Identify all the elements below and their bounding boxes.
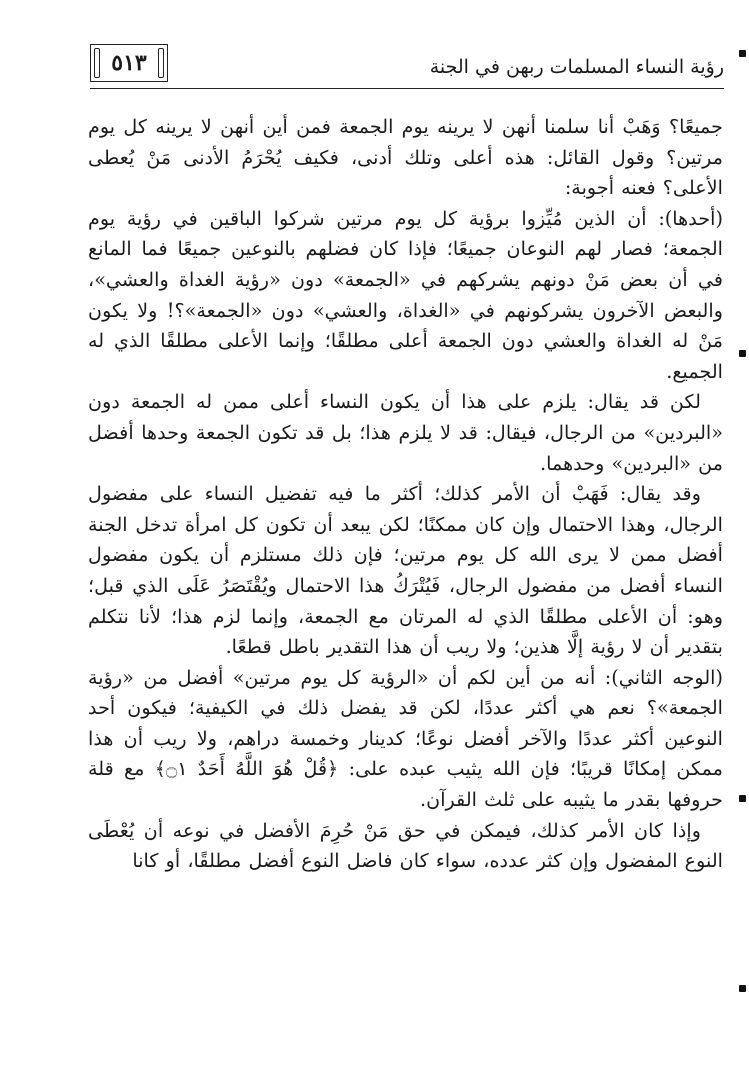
running-title: رؤية النساء المسلمات ربهن في الجنة [429, 56, 724, 78]
margin-mark [739, 985, 746, 992]
margin-mark [739, 350, 746, 357]
page-body [88, 112, 723, 877]
header-rule [90, 88, 724, 89]
paragraph: جميعًا؟ وَهَبْ أنا سلمنا أنهن لا يرينه يوم الجمعة فمن أين أنهن لا يرينه كل يوم مرتين؟ وقول القائل: هذه أعلى وتلك أدنى، فكيف يُحْرَمُ الأدنى مَنْ يُعطى الأعلى؟ فعنه أجوبة: [88, 115, 723, 200]
margin-mark [739, 50, 746, 57]
margin-mark [739, 795, 746, 802]
paragraph: وقد يقال: فَهَبْ أن الأمر كذلك؛ أكثر ما فيه تفضيل النساء على مفضول الرجال، وهذا الاحتمال وإن كان ممكنًا؛ لكن يبعد أن تكون كل امرأة تدخل الجنة أفضل ممن لا يرى الله كل يوم مرتين؛ فإن ذلك مستلزم أن يكون مفضول النساء أفضل من مفضول الرجال، فَيُتْرَكُ هذا الاحتمال ويُقْتَصَرُ عَلَى الذي قبل؛ وهو: أن الأعلى مطلقًا الذي له المرتان مع الجمعة، وإنما لزم هذا؛ لأنا نتكلم بتقدير أن لا رؤية إلَّا هذين؛ ولا ريب أن هذا التقدير باطل قطعًا. [88, 482, 723, 659]
page-header [90, 44, 724, 94]
paragraph: (أحدها): أن الذين مُيِّزوا برؤية كل يوم مرتين شركوا الباقين في رؤية يوم الجمعة؛ فصار لهم النوعان جميعًا؛ فإذا كان فضلهم بالنوعين جميعًا فما المانع في أن بعض مَنْ دونهم يشركهم في «الجمعة» دون «رؤية الغداة والعشي»، والبعض الآخرون يشركونهم في «الغداة، والعشي» دون «الجمعة»؟! ولا يكون مَنْ له الغداة والعشي دون الجمعة أعلى مطلقًا؛ وإنما الأعلى مطلقًا الذي له الجميع. [88, 206, 723, 383]
paragraph: (الوجه الثاني): أنه من أين لكم أن «الرؤية كل يوم مرتين» أفضل من «رؤية الجمعة»؟ نعم هي أكثر عددًا، لكن قد يفضل ذلك في الكيفية؛ فيكون أحد النوعين أكثر عددًا والآخر أفضل نوعًا؛ كدينار وخمسة دراهم، ولا ريب أن هذا ممكن إمكانًا قريبًا؛ فإن الله يثيب عبده على: ﴿قُلْ هُوَ اللَّهُ أَحَدٌ ۝١﴾ مع قلة حروفها بقدر ما يثيبه على ثلث القرآن. [88, 665, 724, 812]
paragraph: وإذا كان الأمر كذلك، فيمكن في حق مَنْ حُرِمَ الأفضل في نوعه أن يُعْطَى النوع المفضول وإن كثر عدده، سواء كان فاضل النوع أفضل مطلقًا، أو كانا [88, 818, 723, 873]
page-number: ٥١٣ [90, 44, 168, 82]
paragraph: لكن قد يقال: يلزم على هذا أن يكون النساء أعلى ممن له الجمعة دون «البردين» من الرجال، فيقال: قد لا يلزم هذا؛ بل قد تكون الجمعة وحدها أفضل من «البردين» وحدهما. [88, 390, 723, 475]
